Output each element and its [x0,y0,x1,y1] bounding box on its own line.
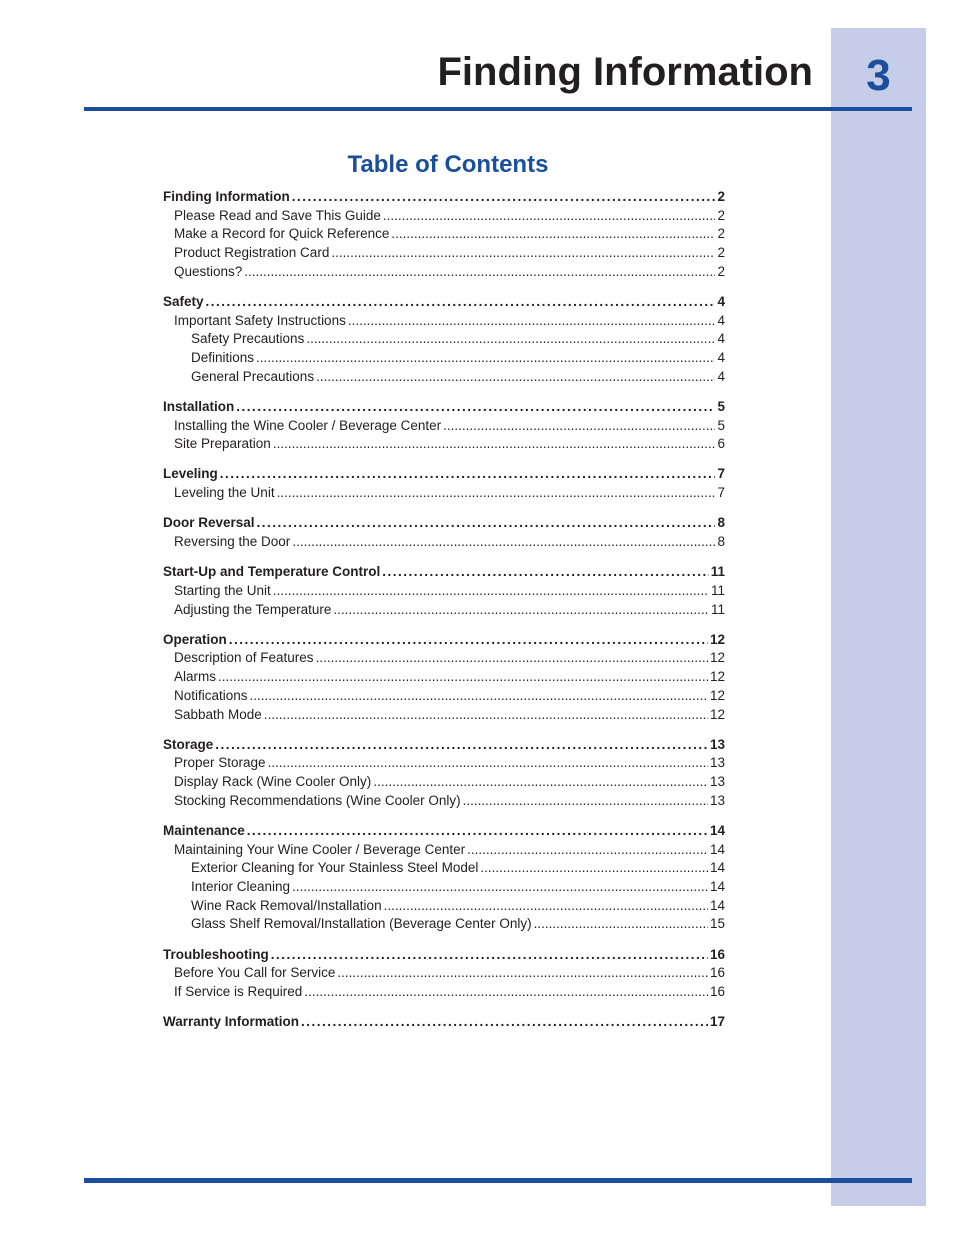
toc-subentry[interactable] [163,484,725,503]
toc-section-entry[interactable] [163,736,725,755]
toc-section-entry[interactable] [163,293,725,312]
toc-entry-label: Starting the Unit [174,582,271,598]
toc-entry-label: Finding Information [163,189,290,204]
dot-leader [348,312,716,331]
dot-leader [316,649,708,668]
toc-entry-label: Adjusting the Temperature [174,601,332,617]
toc-entry-label: Stocking Recommendations (Wine Cooler Only) [174,792,461,808]
dot-leader [273,582,709,601]
toc-subentry[interactable] [163,312,725,331]
toc-entry-page: 4 [717,368,725,384]
toc-entry-page: 2 [717,189,725,204]
dot-leader [236,398,715,417]
toc-entry-label: Safety [163,293,204,309]
toc-section-entry[interactable] [163,822,725,841]
toc-group [163,563,725,619]
toc-entry-page: 4 [717,293,725,309]
dot-leader [467,841,708,860]
toc-subentry[interactable] [163,964,725,983]
toc-entry-label: Sabbath Mode [174,706,262,722]
toc-entry-label: Before You Call for Service [174,965,336,981]
dot-leader [382,563,708,582]
dot-leader [229,631,708,650]
dot-leader [384,897,708,916]
toc-group [163,946,725,1002]
dot-leader [301,1013,708,1032]
dot-leader [244,263,715,282]
toc-group [163,398,725,454]
toc-entry-page: 11 [710,564,725,580]
toc-group [163,293,725,386]
dot-leader [337,964,708,983]
toc-section-entry[interactable] [163,631,725,650]
toc-entry-label: Leveling [163,466,218,482]
toc-entry-page: 4 [717,331,725,347]
toc-subentry[interactable] [163,349,725,368]
page-title: Finding Information [437,50,813,94]
toc-section-entry[interactable] [163,946,725,965]
toc-entry-page: 16 [709,965,725,981]
dot-leader [264,706,708,725]
dot-leader [383,207,716,226]
toc-entry-page: 14 [709,860,725,876]
toc-entry-page: 11 [710,601,725,617]
toc-subentry[interactable] [163,668,725,687]
toc-entry-label: Maintenance [163,822,245,838]
toc-entry-label: Leveling the Unit [174,485,275,501]
toc-entry-page: 12 [709,631,725,647]
header-rule [84,107,912,111]
toc-entry-page: 4 [717,312,725,328]
dot-leader [292,533,715,552]
toc-subentry[interactable] [163,225,725,244]
toc-entry-label: Make a Record for Quick Reference [174,226,390,242]
toc-entry-label: Safety Precautions [191,331,305,347]
toc-section-entry[interactable] [163,188,725,207]
toc-entry-label: Questions? [174,263,243,279]
toc-entry-page: 5 [717,398,725,414]
dot-leader [443,417,715,436]
toc-subentry[interactable] [163,915,725,934]
toc-entry-page: 12 [709,687,725,703]
toc-subentry[interactable] [163,533,725,552]
toc-entry-page: 15 [709,916,725,932]
page-number: 3 [866,51,891,100]
toc-subentry[interactable] [163,773,725,792]
side-tab [831,28,926,1206]
toc-entry-page: 7 [717,466,725,482]
toc-subentry[interactable] [163,601,725,620]
dot-leader [463,792,708,811]
toc-entry-label: Exterior Cleaning for Your Stainless Steel Model [191,860,479,876]
toc-subentry[interactable] [163,983,725,1002]
toc-entry-page: 14 [709,841,725,857]
toc-section-entry[interactable] [163,514,725,533]
toc-entry-page: 8 [717,515,725,531]
toc-subentry[interactable] [163,687,725,706]
toc-subentry[interactable] [163,706,725,725]
dot-leader [256,349,715,368]
toc-entry-label: Wine Rack Removal/Installation [191,897,382,913]
toc-entry-label: Reversing the Door [174,534,291,549]
toc-entry-page: 8 [717,534,725,549]
toc-entry-label: General Precautions [191,368,315,384]
table-of-contents [163,188,725,1043]
toc-entry-label: Alarms [174,669,217,685]
toc-entry-label: Glass Shelf Removal/Installation (Beverage Center Only) [191,916,532,932]
toc-subentry[interactable] [163,435,725,454]
dot-leader [220,465,716,484]
toc-subentry[interactable] [163,368,725,387]
toc-entry-label: Maintaining Your Wine Cooler / Beverage Center [174,841,466,857]
toc-heading: Table of Contents [347,151,549,178]
toc-entry-label: Door Reversal [163,515,255,531]
dot-leader [292,188,716,207]
dot-leader [480,859,708,878]
dot-leader [268,754,708,773]
dot-leader [215,736,708,755]
toc-entry-label: Proper Storage [174,755,266,771]
dot-leader [247,822,708,841]
toc-entry-label: Installing the Wine Cooler / Beverage Center [174,417,442,433]
toc-entry-page: 16 [709,946,725,962]
toc-entry-page: 14 [709,822,725,838]
toc-entry-page: 14 [709,879,725,894]
dot-leader [391,225,715,244]
toc-entry-label: Please Read and Save This Guide [174,207,381,223]
footer-rule [84,1178,912,1183]
toc-entry-page: 13 [709,755,725,771]
toc-group [163,465,725,502]
toc-entry-label: Notifications [174,687,248,703]
toc-section-entry[interactable] [163,563,725,582]
toc-entry-page: 13 [709,774,725,790]
toc-entry-page: 2 [717,207,725,223]
toc-subentry[interactable] [163,207,725,226]
toc-group [163,1013,725,1032]
dot-leader [304,983,708,1002]
dot-leader [271,946,708,965]
toc-entry-label: Interior Cleaning [191,879,291,894]
toc-subentry[interactable] [163,330,725,349]
dot-leader [316,368,715,387]
toc-entry-page: 6 [717,436,725,452]
dot-leader [333,601,709,620]
dot-leader [250,687,708,706]
toc-entry-label: Storage [163,736,214,752]
toc-section-entry[interactable] [163,398,725,417]
toc-group [163,736,725,811]
toc-group [163,822,725,934]
toc-entry-label: Start-Up and Temperature Control [163,564,381,580]
toc-subentry[interactable] [163,417,725,436]
dot-leader [277,484,716,503]
dot-leader [206,293,716,312]
toc-entry-label: Operation [163,631,227,647]
toc-entry-page: 14 [709,897,725,913]
dot-leader [306,330,715,349]
toc-entry-label: Warranty Information [163,1014,300,1030]
toc-group [163,188,725,281]
dot-leader [331,244,715,263]
toc-entry-page: 13 [709,792,725,808]
toc-group [163,631,725,724]
toc-subentry[interactable] [163,244,725,263]
toc-entry-page: 12 [709,650,725,666]
toc-entry-page: 17 [709,1014,725,1030]
toc-entry-page: 16 [709,983,725,999]
toc-entry-page: 7 [717,485,725,501]
toc-group [163,514,725,551]
toc-subentry[interactable] [163,878,725,897]
toc-entry-label: Important Safety Instructions [174,312,346,328]
dot-leader [218,668,708,687]
toc-entry-label: If Service is Required [174,983,303,999]
toc-entry-label: Product Registration Card [174,245,330,261]
dot-leader [273,435,716,454]
toc-subentry[interactable] [163,897,725,916]
toc-section-entry[interactable] [163,1013,725,1032]
toc-subentry[interactable] [163,792,725,811]
toc-entry-label: Display Rack (Wine Cooler Only) [174,774,372,790]
dot-leader [257,514,716,533]
toc-entry-page: 11 [710,582,725,598]
toc-subentry[interactable] [163,859,725,878]
dot-leader [534,915,708,934]
toc-entry-label: Definitions [191,350,255,365]
toc-entry-page: 12 [709,706,725,722]
toc-entry-page: 5 [717,417,725,433]
toc-entry-label: Troubleshooting [163,946,269,962]
toc-subentry[interactable] [163,754,725,773]
toc-entry-page: 4 [717,350,725,365]
toc-section-entry[interactable] [163,465,725,484]
toc-entry-page: 2 [717,263,725,279]
toc-entry-label: Description of Features [174,650,314,666]
toc-subentry[interactable] [163,841,725,860]
dot-leader [373,773,708,792]
toc-subentry[interactable] [163,263,725,282]
toc-entry-page: 13 [709,736,725,752]
toc-entry-label: Site Preparation [174,436,271,452]
toc-entry-page: 2 [717,245,725,261]
toc-entry-page: 12 [709,669,725,685]
toc-entry-page: 2 [717,226,725,242]
dot-leader [292,878,708,897]
toc-entry-label: Installation [163,398,235,414]
toc-subentry[interactable] [163,649,725,668]
toc-subentry[interactable] [163,582,725,601]
